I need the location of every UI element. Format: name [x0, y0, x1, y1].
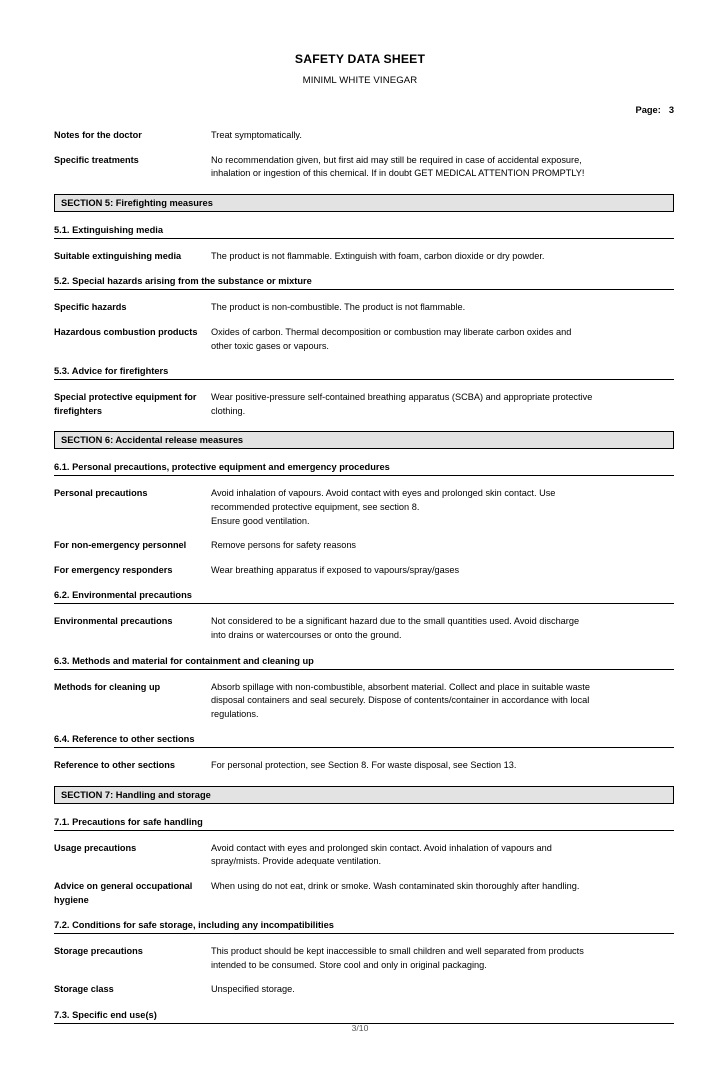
entry-row — [54, 842, 674, 869]
entry-value — [211, 842, 674, 869]
entry-row — [54, 880, 674, 907]
entry-label: Special protective equipment for firefighters — [54, 392, 197, 416]
entry-value-line: inhalation or ingestion of this chemical. If in doubt GET MEDICAL ATTENTION PROMPTLY! — [211, 168, 585, 179]
product-name: MINIML WHITE VINEGAR — [302, 75, 418, 86]
entry-row — [54, 391, 674, 418]
entry-label: Environmental precautions — [54, 616, 173, 627]
entry-value — [211, 301, 674, 315]
entry-value — [211, 880, 674, 894]
entry-value-line: regulations. — [211, 708, 259, 719]
entry-value — [211, 154, 674, 181]
entry-label: Reference to other sections — [54, 760, 176, 771]
subsection-header: 5.2. Special hazards arising from the substance or mixture — [54, 276, 674, 290]
page-indicator — [0, 105, 720, 115]
entry-value-line: Ensure good ventilation. — [211, 515, 310, 526]
section-header: SECTION 5: Firefighting measures — [54, 194, 674, 212]
entry-label: For non-emergency personnel — [54, 540, 187, 551]
entry-row — [54, 539, 674, 553]
document-body — [0, 129, 720, 1024]
entry-value-line: clothing. — [211, 405, 246, 416]
page-footer: 3/10 — [351, 1023, 369, 1033]
entry-label: Specific hazards — [54, 302, 127, 313]
entry-row — [54, 945, 674, 972]
entry-value — [211, 326, 674, 353]
entry-label: Notes for the doctor — [54, 130, 142, 140]
entry-value-line: The product is not flammable. Extinguish with foam, carbon dioxide or dry powder. — [211, 250, 545, 261]
entry-value-line: Absorb spillage with non-combustible, absorbent material. Collect and place in suitable waste — [211, 681, 590, 692]
entry-row — [54, 326, 674, 353]
subsection-header: 5.3. Advice for firefighters — [54, 366, 674, 380]
entry-value-line: No recommendation given, but first aid may still be required in case of accidental exposure, — [211, 154, 582, 165]
page-number: 3 — [668, 105, 674, 115]
subsection-header: 7.1. Precautions for safe handling — [54, 817, 674, 831]
subsection-header: 6.2. Environmental precautions — [54, 590, 674, 604]
entry-value-line: When using do not eat, drink or smoke. Wash contaminated skin thoroughly after handling. — [211, 881, 580, 892]
entry-value-line: Unspecified storage. — [211, 984, 295, 995]
entry-value — [211, 615, 674, 642]
page-title: SAFETY DATA SHEET — [294, 52, 426, 66]
entry-row — [54, 564, 674, 578]
entry-value — [211, 129, 674, 143]
subsection-header: 5.1. Extinguishing media — [54, 225, 674, 239]
entry-value-line: spray/mists. Provide adequate ventilation. — [211, 856, 382, 867]
entry-label: Suitable extinguishing media — [54, 250, 182, 261]
entry-value-line: Avoid contact with eyes and prolonged skin contact. Avoid inhalation of vapours and — [211, 842, 552, 853]
entry-label: Storage precautions — [54, 946, 143, 957]
entry-value-line: Avoid inhalation of vapours. Avoid contact with eyes and prolonged skin contact. Use — [211, 488, 556, 499]
entry-label: Advice on general occupational hygiene — [54, 881, 193, 905]
subsection-header: 7.2. Conditions for safe storage, including any incompatibilities — [54, 920, 674, 934]
entry-label: Hazardous combustion products — [54, 326, 198, 337]
entry-row — [54, 250, 674, 264]
entry-value-line: Wear positive-pressure self-contained breathing apparatus (SCBA) and appropriate protective — [211, 392, 593, 403]
entry-row — [54, 759, 674, 773]
subsection-header: 7.3. Specific end use(s) — [54, 1010, 674, 1024]
subsection-header: 6.1. Personal precautions, protective equipment and emergency procedures — [54, 462, 674, 476]
entry-value — [211, 681, 674, 722]
entry-row — [54, 129, 674, 143]
entry-label: Personal precautions — [54, 488, 148, 499]
entry-value — [211, 250, 674, 264]
entry-value-line: into drains or watercourses or onto the ground. — [211, 629, 402, 640]
entry-label: Specific treatments — [54, 154, 139, 165]
entry-row — [54, 615, 674, 642]
entry-row — [54, 154, 674, 181]
entry-value — [211, 564, 674, 578]
entry-label: Usage precautions — [54, 842, 137, 853]
entry-value — [211, 539, 674, 553]
entry-value-line: For personal protection, see Section 8. For waste disposal, see Section 13. — [211, 760, 517, 771]
entry-value-line: other toxic gases or vapours. — [211, 340, 329, 351]
entry-value-line: Oxides of carbon. Thermal decomposition or combustion may liberate carbon oxides and — [211, 326, 572, 337]
entry-value-line: Not considered to be a significant hazard due to the small quantities used. Avoid discharge — [211, 616, 580, 627]
entry-value-line: This product should be kept inaccessible to small children and well separated from products — [211, 946, 584, 957]
entry-row — [54, 983, 674, 997]
entry-value-line: disposal containers and seal securely. Dispose of contents/container in accordance with local — [211, 695, 590, 706]
entry-value-line: Treat symptomatically. — [211, 130, 302, 140]
entry-value-line: Wear breathing apparatus if exposed to vapours/spray/gases — [211, 564, 460, 575]
entry-value-line: recommended protective equipment, see section 8. — [211, 501, 420, 512]
entry-value-line: The product is non-combustible. The product is not flammable. — [211, 302, 466, 313]
entry-value — [211, 759, 674, 773]
section-header: SECTION 7: Handling and storage — [54, 786, 674, 804]
entry-label: For emergency responders — [54, 564, 173, 575]
subsection-header: 6.3. Methods and material for containment and cleaning up — [54, 656, 674, 670]
entry-value — [211, 391, 674, 418]
page-label: Page: — [635, 105, 661, 115]
entry-row — [54, 301, 674, 315]
entry-row — [54, 487, 674, 528]
entry-value — [211, 945, 674, 972]
entry-label: Storage class — [54, 984, 114, 995]
sds-page — [0, 52, 720, 1071]
section-header: SECTION 6: Accidental release measures — [54, 431, 674, 449]
entry-value — [211, 487, 674, 528]
entry-value-line: intended to be consumed. Store cool and only in original packaging. — [211, 959, 487, 970]
subsection-header: 6.4. Reference to other sections — [54, 734, 674, 748]
entry-row — [54, 681, 674, 722]
entry-value-line: Remove persons for safety reasons — [211, 540, 357, 551]
entry-value — [211, 983, 674, 997]
entry-label: Methods for cleaning up — [54, 681, 161, 692]
